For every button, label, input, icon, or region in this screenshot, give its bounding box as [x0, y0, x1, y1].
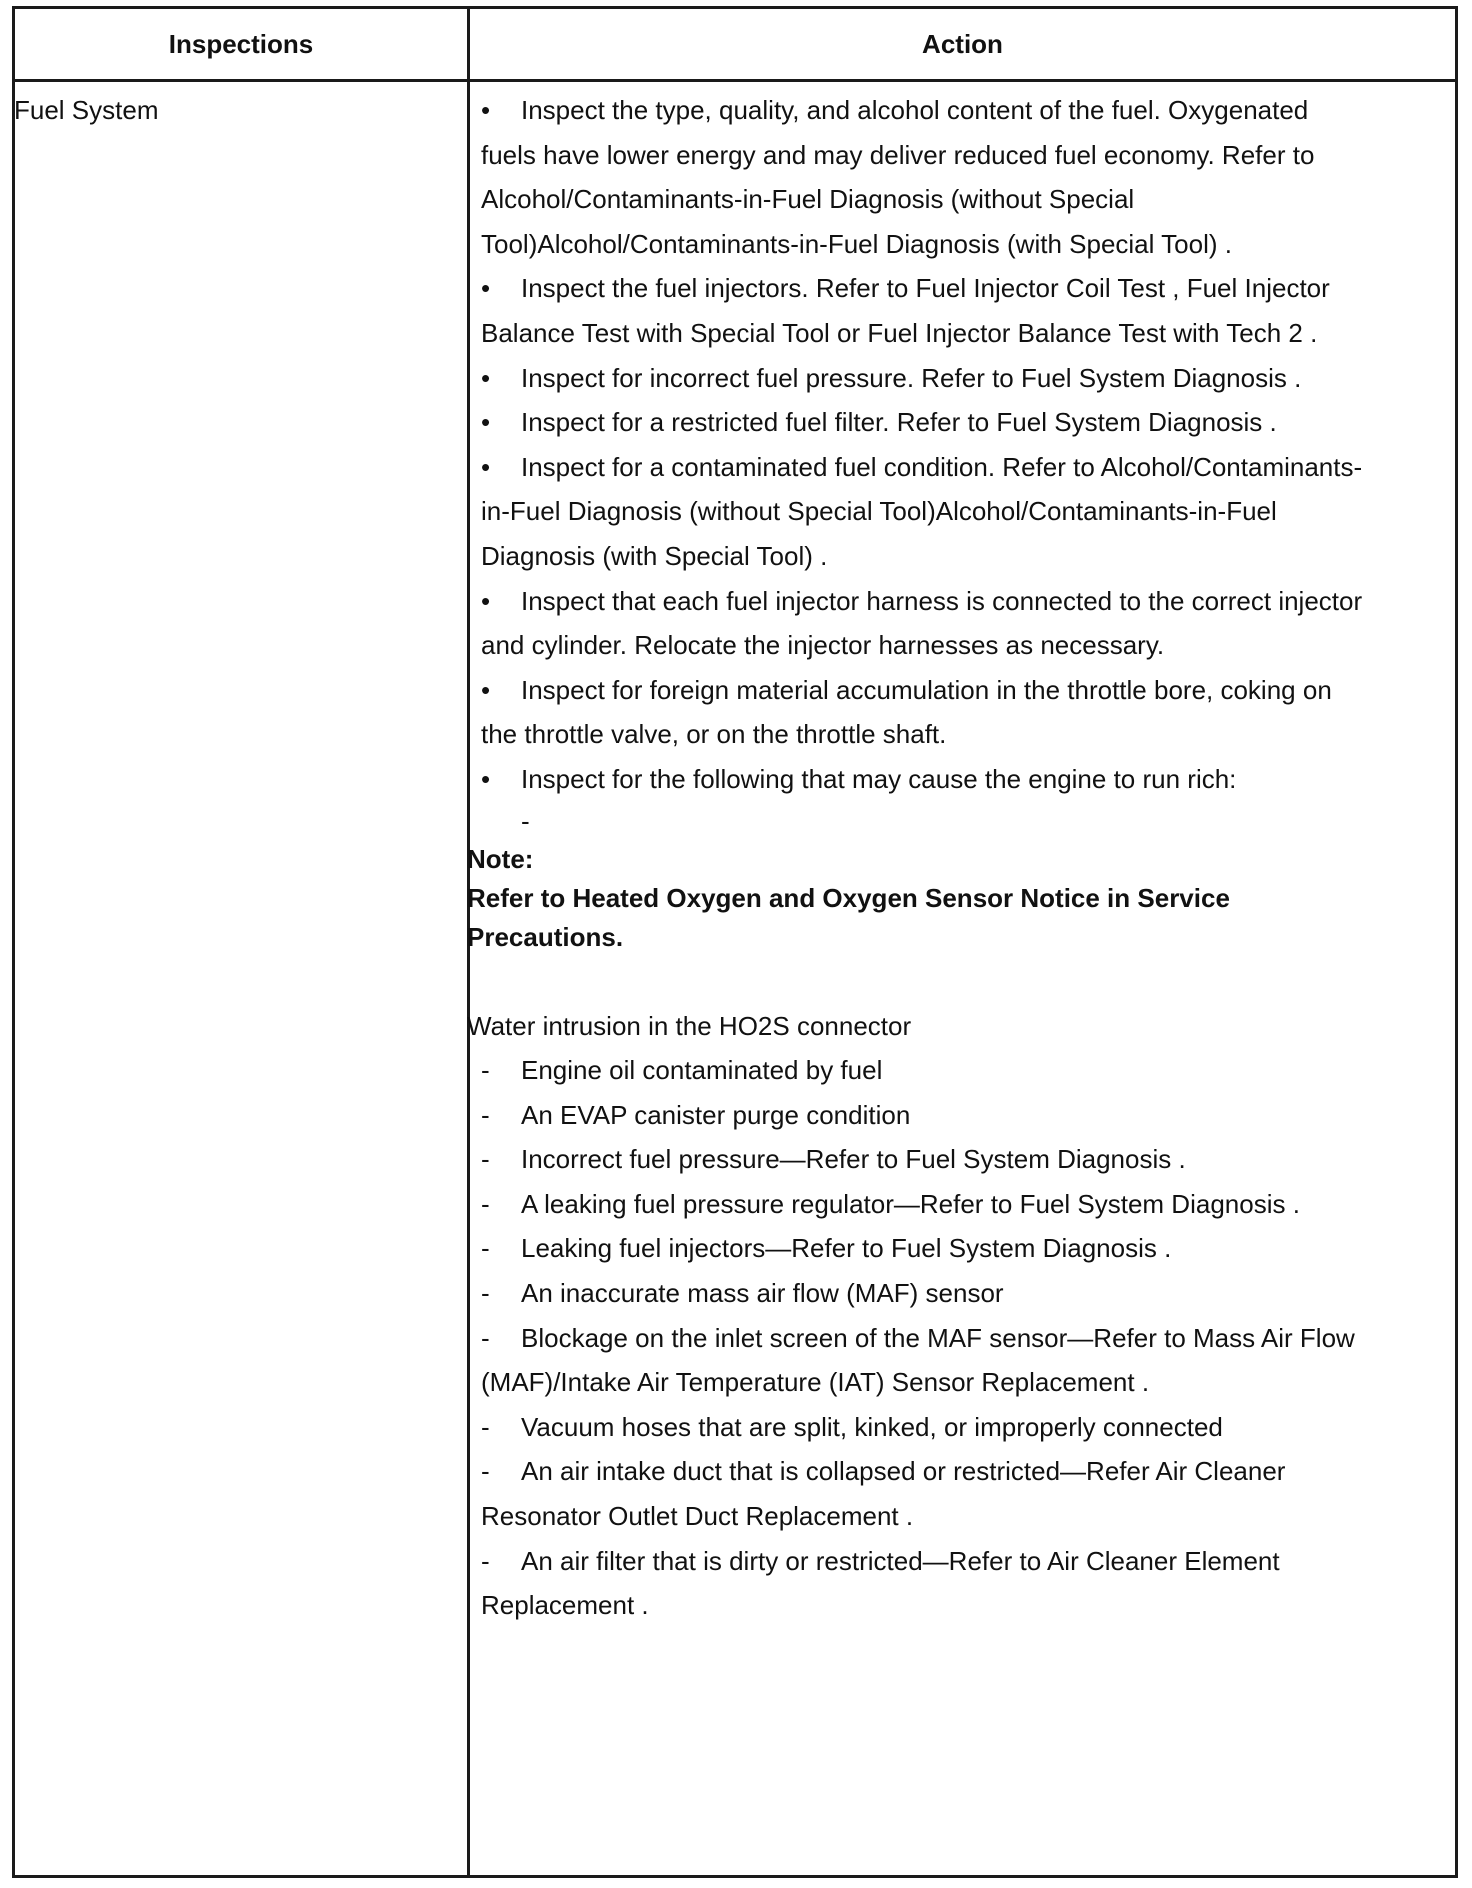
bullet-icon: •: [481, 585, 491, 616]
dash-icon: -: [481, 1322, 490, 1353]
action-bullet: • Inspect for the following that may cause the engine to run rich:: [467, 757, 1367, 802]
action-sub-item: - Incorrect fuel pressure—Refer to Fuel System Diagnosis .: [467, 1137, 1367, 1182]
bullet-icon: •: [481, 674, 491, 705]
sub-intro: Water intrusion in the HO2S connector: [467, 1010, 912, 1041]
action-bullet: • Inspect for incorrect fuel pressure. Refer to Fuel System Diagnosis .: [467, 356, 1367, 401]
dash-icon: -: [481, 1188, 490, 1219]
dash-icon: -: [481, 1411, 490, 1442]
action-bullet: • Inspect the fuel injectors. Refer to Fuel Injector Coil Test , Fuel Injector Balance Test with Special Tool or Fuel Injector Balance Test with Tech 2 .: [467, 266, 1367, 355]
action-sub-item: - An air filter that is dirty or restricted—Refer to Air Cleaner Element Replacement .: [467, 1539, 1367, 1628]
bullet-icon: •: [481, 451, 491, 482]
dash-icon: -: [481, 1456, 490, 1487]
action-sub-item: - Vacuum hoses that are split, kinked, or improperly connected: [467, 1405, 1367, 1450]
dash-icon: -: [481, 1099, 490, 1130]
dash-icon: -: [481, 1278, 490, 1309]
bullet-icon: •: [481, 362, 491, 393]
action-sub-item: - Engine oil contaminated by fuel: [467, 1048, 1367, 1093]
action-bullet: • Inspect for a contaminated fuel condition. Refer to Alcohol/Contaminants-in-Fuel Diagnosis (without Special Tool)Alcohol/Contaminants-in-Fuel Diagnosis (with Special Tool) .: [467, 445, 1367, 579]
action-bullet: • Inspect for foreign material accumulation in the throttle bore, coking on the throttle valve, or on the throttle shaft.: [467, 668, 1367, 757]
action-bullet: • Inspect for a restricted fuel filter. Refer to Fuel System Diagnosis .: [467, 400, 1367, 445]
header-divider: [15, 79, 1455, 82]
header-inspections: Inspections: [168, 29, 314, 59]
dash-icon: -: [481, 1545, 490, 1576]
dash-icon: -: [521, 805, 530, 836]
dash-icon: -: [481, 1055, 490, 1086]
action-sub-item: - Leaking fuel injectors—Refer to Fuel System Diagnosis .: [467, 1226, 1367, 1271]
action-cell: [467, 88, 1367, 1628]
bullet-icon: •: [481, 763, 491, 794]
note-title: Note:: [467, 843, 534, 874]
note-spacer: [467, 957, 1367, 1004]
bullet-icon: •: [481, 95, 491, 125]
action-sub-item: - Blockage on the inlet screen of the MAF sensor—Refer to Mass Air Flow (MAF)/Intake Air Temperature (IAT) Sensor Replacement .: [467, 1316, 1367, 1405]
action-sub-item: - An inaccurate mass air flow (MAF) sensor: [467, 1271, 1367, 1316]
inspection-cell-fuel-system: Fuel System: [14, 95, 159, 125]
dash-icon: -: [481, 1233, 490, 1264]
bullet-icon: •: [481, 273, 491, 304]
bullet-icon: •: [481, 407, 491, 438]
action-sub-item: - A leaking fuel pressure regulator—Refer to Fuel System Diagnosis .: [467, 1182, 1367, 1227]
action-sub-item: - An EVAP canister purge condition: [467, 1093, 1367, 1138]
dash-icon: -: [481, 1144, 490, 1175]
action-bullet: • Inspect that each fuel injector harness is connected to the correct injector and cylinder. Relocate the injector harnesses as necessary.: [467, 579, 1367, 668]
note-text: Refer to Heated Oxygen and Oxygen Sensor Notice in Service Precautions.: [467, 882, 1230, 952]
header-action: Action: [922, 29, 1003, 59]
action-bullet: • Inspect the type, quality, and alcohol content of the fuel. Oxygenated fuels have lower energy and may deliver reduced fuel economy. Refer to Alcohol/Contaminants-in-Fuel Diagnosis (without Special Tool)Alcohol/Contaminants-in-Fuel Diagnosis (with Special Tool) .: [467, 88, 1367, 266]
action-sub-item: - An air intake duct that is collapsed or restricted—Refer Air Cleaner Resonator Outlet Duct Replacement .: [467, 1449, 1367, 1538]
